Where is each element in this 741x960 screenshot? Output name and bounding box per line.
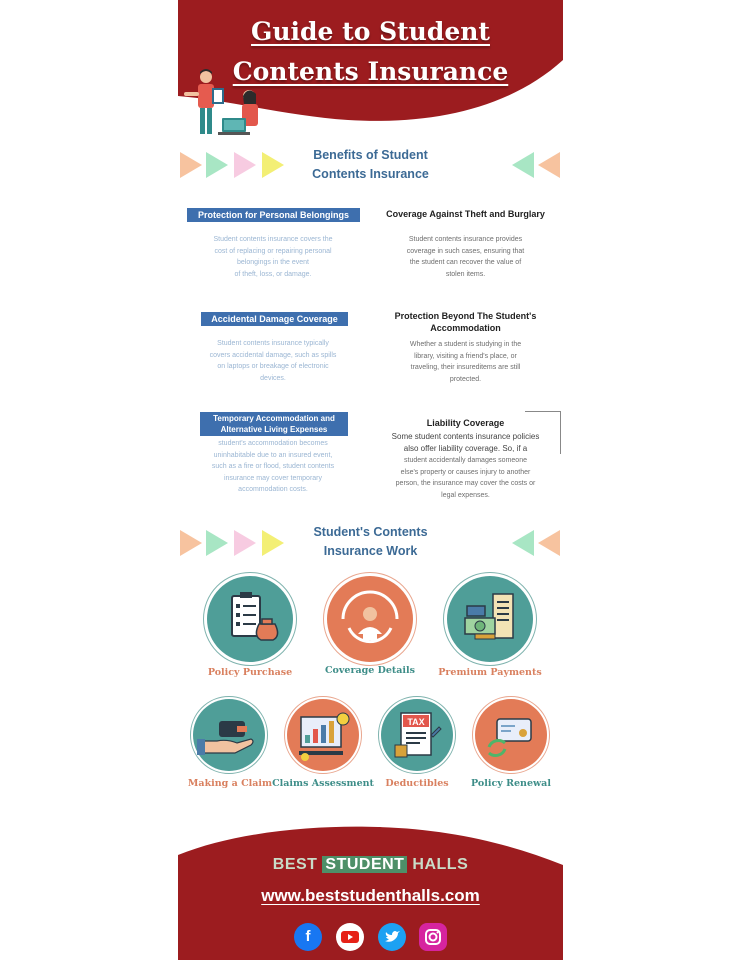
benefits-title-line1: Benefits of Student [313, 148, 428, 162]
infographic-page [178, 0, 563, 960]
students-illustration [178, 66, 273, 138]
policy-purchase-circle [207, 576, 293, 662]
benefit-heading-personal-belongings: Protection for Personal Belongings [187, 208, 360, 222]
benefit-heading-temporary-accommodation: Temporary Accommodation and Alternative Living Expenses [200, 412, 348, 436]
label-coverage-details: Coverage Details [324, 665, 415, 676]
label-premium-payments: Premium Payments [438, 667, 542, 678]
label-deductibles: Deductibles [385, 778, 449, 789]
cash-receipt-icon [447, 576, 533, 662]
website-link[interactable]: www.beststudenthalls.com [261, 886, 480, 905]
instagram-icon[interactable] [419, 923, 447, 951]
benefits-title-line2: Contents Insurance [312, 167, 429, 181]
page-title-line1: Guide to Student [251, 17, 490, 46]
label-policy-renewal: Policy Renewal [471, 778, 551, 789]
benefit-heading-theft: Coverage Against Theft and Burglary [386, 209, 545, 219]
benefit-text-accidental-damage: Student contents insurance typically covers accidental damage, such as spills on laptops or breakage of electronic devices. [209, 340, 337, 382]
benefit-text-beyond-accommodation: Whether a student is studying in the library, visiting a friend's place, or traveling, their insureditems are still protected. [409, 341, 522, 383]
work-title-line2: Insurance Work [323, 544, 418, 558]
coverage-person-icon [327, 576, 413, 662]
benefit-text-liability: student accidentally damages someone else's property or causes injury to another person, the insurance may cover the costs or legal expenses. [395, 457, 536, 499]
label-claims-assessment: Claims Assessment [272, 778, 374, 789]
card-renew-icon [475, 699, 547, 771]
label-policy-purchase: Policy Purchase [207, 667, 293, 678]
benefit-heading-beyond-accommodation: Protection Beyond The Student's Accommodation [394, 311, 537, 333]
twitter-icon[interactable] [378, 923, 406, 951]
deductibles-circle [381, 699, 453, 771]
youtube-icon[interactable] [336, 923, 364, 951]
facebook-icon[interactable]: f [294, 923, 322, 951]
clipboard-money-bag-icon [207, 576, 293, 662]
premium-payments-circle [447, 576, 533, 662]
benefit-text-temporary-accommodation: student's accommodation becomes uninhabitable due to an insured event, such as a fire or flood, student contents insurance may cover temporary accommodation costs. [211, 440, 335, 493]
benefit-text-personal-belongings: Student contents insurance covers the cost of replacing or repairing personal belongings in the event of theft, loss, or damage. [213, 236, 333, 278]
hand-wallet-icon [193, 699, 265, 771]
coverage-details-circle [327, 576, 413, 662]
tax-document-icon [381, 699, 453, 771]
dashboard-chart-icon [287, 699, 359, 771]
benefit-heading-liability: Liability Coverage [426, 418, 505, 428]
benefit-heading-accidental-damage: Accidental Damage Coverage [201, 312, 348, 326]
making-claim-circle [193, 699, 265, 771]
claims-assessment-circle [287, 699, 359, 771]
brand-logo: BEST STUDENT HALLS [272, 856, 469, 873]
label-making-claim: Making a Claim [187, 778, 273, 789]
page-title-line2: Contents Insurance [232, 57, 509, 86]
benefit-text-liability-intro: Some student contents insurance policies also offer liability coverage. So, if a [391, 432, 540, 453]
benefit-text-theft: Student contents insurance provides coverage in such cases, ensuring that the student can recover the value of stolen items. [406, 236, 525, 278]
svg-text:TAX: TAX [407, 717, 425, 727]
policy-renewal-circle [475, 699, 547, 771]
work-title-line1: Student's Contents [313, 525, 428, 539]
